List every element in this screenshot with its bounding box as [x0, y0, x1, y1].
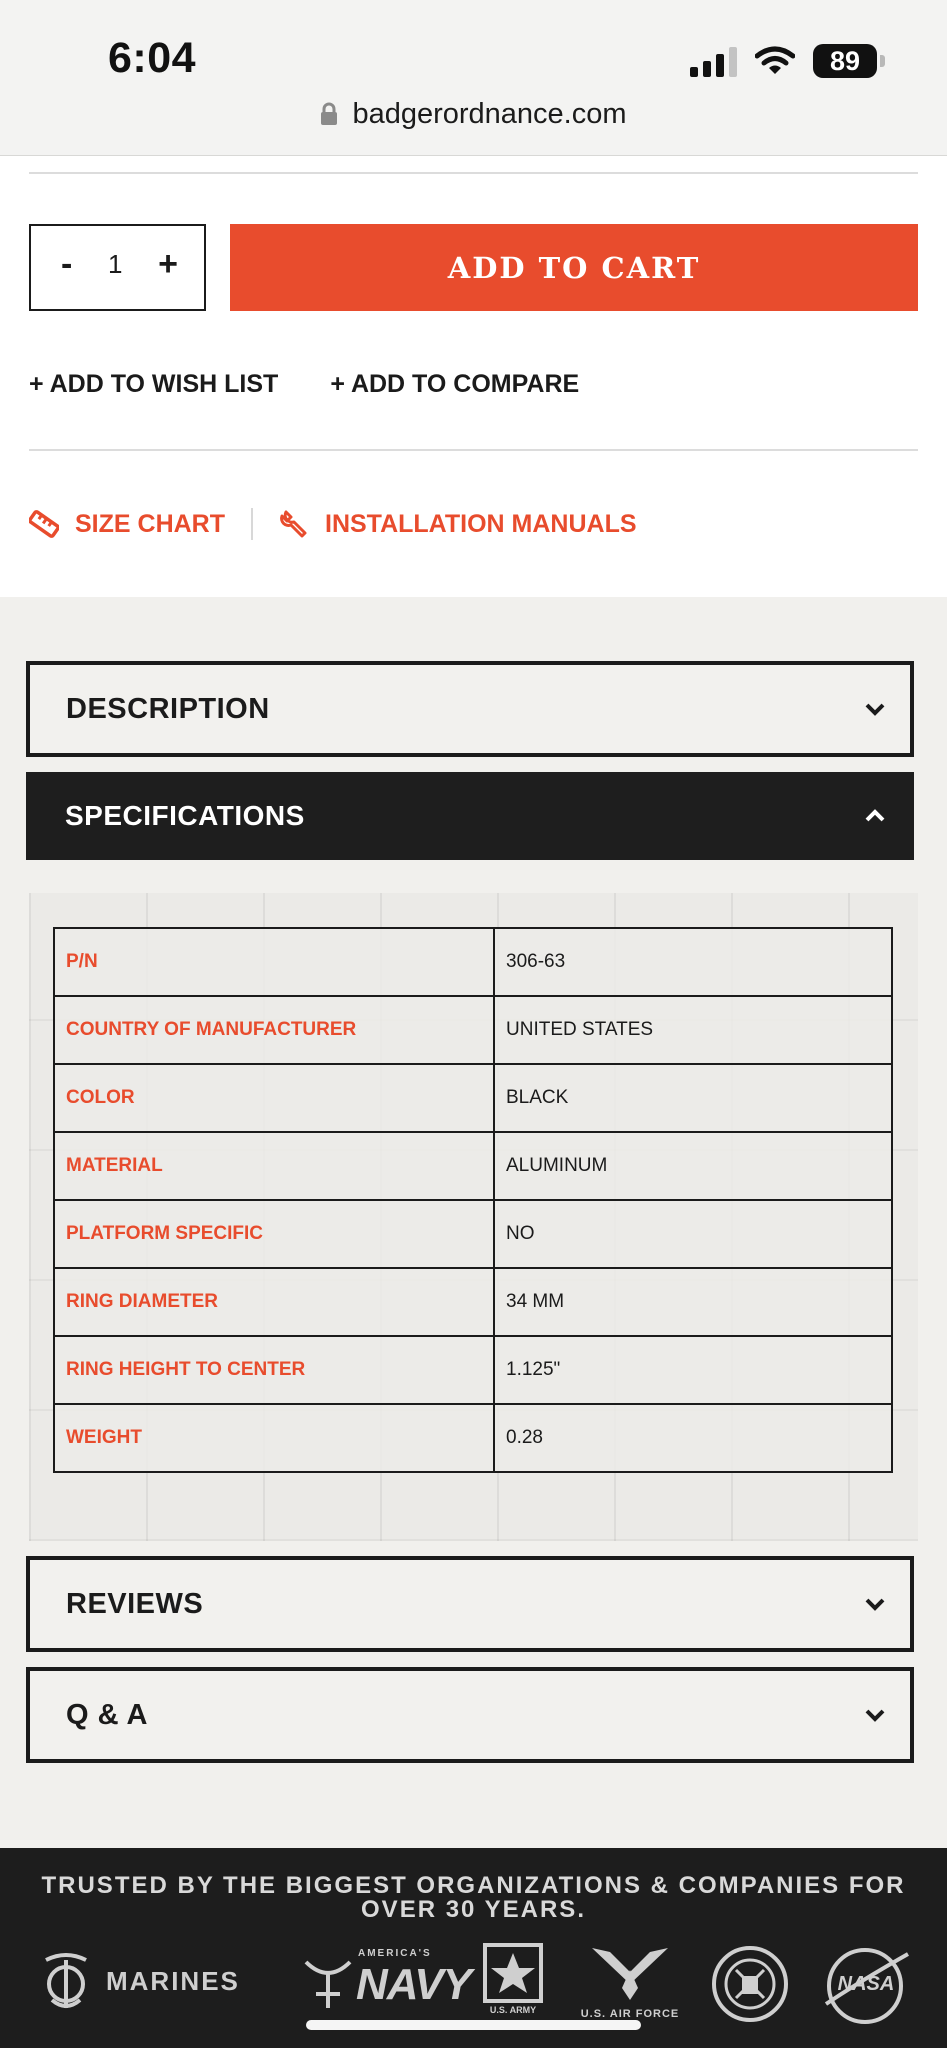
battery-icon: [813, 44, 885, 78]
cellular-signal-icon: [690, 45, 737, 77]
navy-logo: [302, 1948, 471, 2018]
chevron-up-icon: [864, 809, 886, 823]
installation-manuals-link[interactable]: [279, 509, 637, 539]
lock-icon: [320, 102, 338, 126]
qty-increase-button[interactable]: +: [158, 245, 178, 283]
air-force-wordmark: U.S. AIR FORCE: [580, 2008, 680, 2020]
description-accordion[interactable]: [26, 661, 914, 757]
army-logo: [483, 1943, 543, 2023]
spec-label: P/N: [54, 928, 494, 996]
footer-title: TRUSTED BY THE BIGGEST ORGANIZATIONS & COMPANIES FOR OVER 30 YEARS.: [41, 1872, 906, 1923]
quantity-stepper: [29, 224, 206, 311]
navy-eagle-icon: [302, 1954, 354, 2010]
spec-row: [54, 996, 892, 1064]
add-to-cart-button[interactable]: ADD TO CART: [230, 224, 918, 311]
spec-label: COLOR: [54, 1064, 494, 1132]
army-star-icon: [483, 1943, 543, 2003]
wrench-icon: [279, 509, 309, 539]
spec-row: [54, 1200, 892, 1268]
url-bar[interactable]: [0, 98, 947, 131]
navy-wordmark: NAVY: [356, 1960, 471, 2009]
reviews-accordion[interactable]: [26, 1556, 914, 1652]
specifications-panel: [29, 893, 918, 1541]
size-chart-label: SIZE CHART: [75, 509, 225, 538]
spec-label: RING HEIGHT TO CENTER: [54, 1336, 494, 1404]
battery-level: 89: [813, 44, 877, 78]
browser-chrome: [0, 0, 947, 156]
spec-value: 0.28: [494, 1404, 892, 1472]
nasa-logo: [822, 1944, 912, 2026]
spec-label: WEIGHT: [54, 1404, 494, 1472]
spec-label: MATERIAL: [54, 1132, 494, 1200]
specifications-accordion[interactable]: [26, 772, 914, 860]
spec-value: ALUMINUM: [494, 1132, 892, 1200]
organization-logos: [30, 1948, 917, 2048]
nasa-wordmark: NASA: [837, 1973, 895, 1995]
add-to-wish-list-link[interactable]: + ADD TO WISH LIST: [29, 370, 279, 398]
spec-value: 306-63: [494, 928, 892, 996]
status-icons: [690, 44, 885, 78]
size-chart-link[interactable]: [29, 509, 225, 539]
air-force-wings-icon: [590, 1944, 670, 2004]
eagle-globe-anchor-icon: [38, 1950, 94, 2010]
ruler-icon: [29, 509, 59, 539]
qa-accordion[interactable]: [26, 1667, 914, 1763]
spec-label: PLATFORM SPECIFIC: [54, 1200, 494, 1268]
spec-row: [54, 1064, 892, 1132]
spec-row: [54, 928, 892, 996]
chevron-down-icon: [864, 1708, 886, 1722]
add-to-compare-link[interactable]: + ADD TO COMPARE: [330, 370, 580, 398]
spec-value: 1.125": [494, 1336, 892, 1404]
coast-guard-seal-icon: [710, 1944, 790, 2024]
divider: [29, 449, 918, 451]
spec-label: COUNTRY OF MANUFACTURER: [54, 996, 494, 1064]
separator: [251, 508, 253, 540]
reviews-title: REVIEWS: [66, 1587, 204, 1620]
spec-row: [54, 1132, 892, 1200]
divider: [29, 172, 918, 174]
spec-row: [54, 1268, 892, 1336]
specifications-table: [53, 927, 893, 1473]
army-wordmark: U.S. ARMY: [489, 2005, 537, 2015]
spec-value: NO: [494, 1200, 892, 1268]
spec-value: UNITED STATES: [494, 996, 892, 1064]
description-title: DESCRIPTION: [66, 692, 270, 725]
installation-manuals-label: INSTALLATION MANUALS: [325, 509, 637, 538]
qty-value[interactable]: 1: [108, 249, 123, 279]
chevron-down-icon: [864, 702, 886, 716]
spec-label: RING DIAMETER: [54, 1268, 494, 1336]
spec-row: [54, 1404, 892, 1472]
spec-value: BLACK: [494, 1064, 892, 1132]
navy-tagline: AMERICA'S: [358, 1948, 432, 1959]
spec-row: [54, 1336, 892, 1404]
air-force-logo: [570, 1944, 690, 2024]
spec-value: 34 MM: [494, 1268, 892, 1336]
qa-title: Q & A: [66, 1698, 148, 1731]
marines-logo: [38, 1948, 278, 2018]
product-resources: [29, 508, 637, 540]
wifi-icon: [755, 46, 795, 76]
status-time: 6:04: [108, 34, 197, 82]
secondary-actions: [29, 370, 579, 399]
marines-wordmark: MARINES: [106, 1966, 240, 1996]
specifications-title: SPECIFICATIONS: [65, 800, 305, 831]
url-text: badgerordnance.com: [352, 98, 627, 130]
trusted-by-footer: [0, 1848, 947, 2048]
coast-guard-logo: [710, 1944, 792, 2026]
home-indicator[interactable]: [306, 2020, 641, 2030]
chevron-down-icon: [864, 1597, 886, 1611]
qty-decrease-button[interactable]: -: [61, 245, 73, 283]
